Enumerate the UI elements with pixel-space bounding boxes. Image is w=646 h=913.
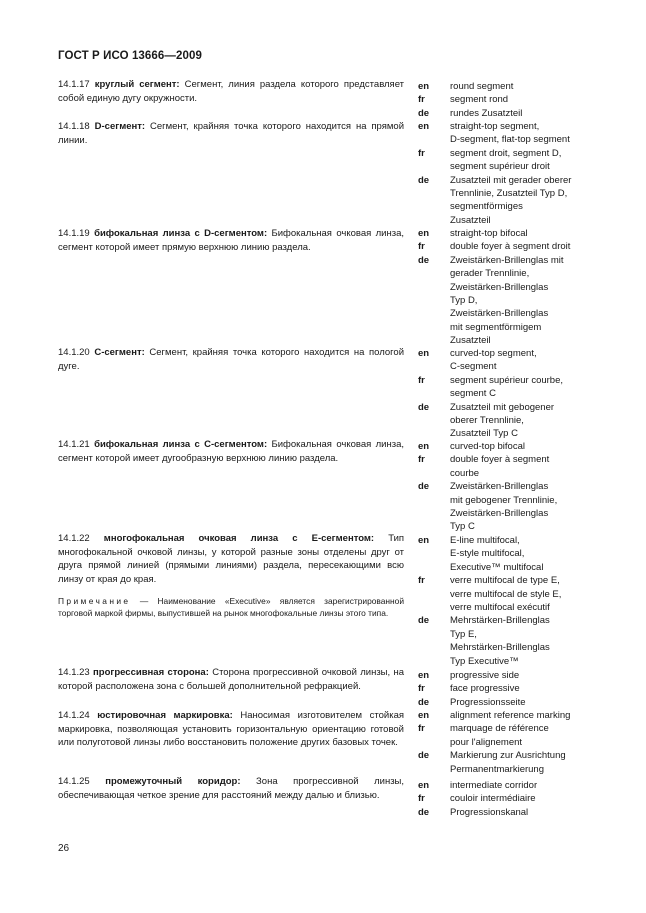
translation-row — [418, 107, 608, 120]
translation-row — [418, 655, 608, 668]
translation-row — [418, 321, 608, 334]
translation-term: round segment — [450, 81, 514, 92]
language-code: de — [418, 750, 430, 762]
entry-number: 14.1.25 — [58, 776, 90, 787]
translation-row — [418, 709, 608, 722]
translation-row — [418, 307, 608, 320]
language-code: en — [418, 670, 430, 681]
translation-row — [418, 574, 608, 587]
entry-14-1-22 — [58, 532, 404, 620]
translation-term: curved-top segment, — [450, 348, 537, 359]
language-code — [418, 467, 450, 480]
translation-term: segment rond — [450, 94, 509, 106]
entry-14-1-19 — [58, 227, 404, 254]
translation-term: rundes Zusatzteil — [450, 107, 523, 119]
translation-term: segment supérieur courbe, — [450, 374, 564, 386]
translation-term: Zusatzteil — [450, 335, 491, 347]
language-code: de — [418, 107, 430, 119]
translation-row — [418, 133, 608, 146]
language-code — [418, 387, 450, 400]
language-code — [418, 133, 450, 146]
translation-term: gerader Trennlinie, — [450, 268, 530, 280]
language-code — [418, 281, 450, 294]
translation-row — [418, 214, 608, 227]
language-code — [418, 294, 450, 307]
language-code: en — [418, 710, 430, 721]
entry-14-1-18 — [58, 120, 404, 147]
translation-term: alignment reference marking — [450, 710, 571, 721]
language-code — [418, 494, 450, 507]
translation-term: verre multifocal de type E, — [450, 575, 560, 587]
translation-row — [418, 80, 608, 93]
entry-number: 14.1.17 — [58, 79, 90, 90]
translation-row — [418, 200, 608, 213]
entry-term: бифокальная линза с D-сегментом: — [94, 228, 268, 239]
translation-term: Zweistärken-Brillenglas — [450, 308, 549, 320]
language-code — [418, 601, 450, 614]
language-code: fr — [418, 454, 425, 466]
translations-14-1-19 — [418, 227, 608, 348]
page-number: 26 — [58, 843, 70, 854]
translation-term: face progressive — [450, 683, 520, 695]
language-code: de — [418, 481, 430, 493]
translation-term: Typ D, — [450, 295, 478, 307]
translation-row — [418, 534, 608, 547]
language-code: fr — [418, 683, 425, 695]
language-code — [418, 307, 450, 320]
translation-row — [418, 240, 608, 253]
language-code: de — [418, 174, 430, 186]
entry-number: 14.1.18 — [58, 121, 90, 132]
translation-term: Executive™ multifocal — [450, 561, 544, 573]
language-code — [418, 655, 450, 668]
entry-definition: Бифокальная очковая линза, сегмент которой имеет прямую верхнюю линию раздела. — [58, 228, 404, 253]
translation-row — [418, 669, 608, 682]
translation-term: double foyer à segment — [450, 454, 550, 466]
entry-definition: Тип многофокальной очковой линзы, у которой разные зоны отделены друг от друга прямой линией (прямыми линиями) раздела, пересекающими всю линзу от края до края. — [58, 533, 405, 586]
language-code: de — [418, 615, 430, 627]
translation-row — [418, 520, 608, 533]
translations-14-1-22 — [418, 534, 608, 668]
translation-row — [418, 174, 608, 187]
entry-term: круглый сегмент: — [94, 79, 180, 90]
entry-term: многофокальная очковая линза с E-сегментом: — [103, 533, 375, 544]
translation-term: intermediate corridor — [450, 780, 538, 791]
translation-row — [418, 763, 608, 776]
language-code — [418, 187, 450, 200]
translation-term: Markierung zur Ausrichtung — [450, 750, 566, 762]
language-code — [418, 267, 450, 280]
translation-term: Typ Executive™ — [450, 655, 519, 667]
language-code — [418, 507, 450, 520]
language-code — [418, 334, 450, 347]
translation-term: pour l'alignement — [450, 736, 523, 748]
translation-row — [418, 347, 608, 360]
entry-definition: Сегмент, крайняя точка которого находится на пологой дуге. — [58, 347, 405, 372]
entry-term: C-сегмент: — [94, 347, 145, 358]
translation-row — [418, 414, 608, 427]
translation-row — [418, 736, 608, 749]
translation-term: Typ E, — [450, 628, 477, 640]
translation-term: Mehrstärken-Brillenglas — [450, 642, 550, 654]
translation-row — [418, 547, 608, 560]
translation-term: Zweistärken-Brillenglas mit — [450, 254, 564, 266]
language-code — [418, 414, 450, 427]
language-code: en — [418, 81, 430, 92]
translation-row — [418, 628, 608, 641]
translation-term: Zusatzteil mit gerader oberer — [450, 174, 572, 186]
language-code — [418, 160, 450, 173]
language-code: fr — [418, 374, 425, 386]
translation-row — [418, 722, 608, 735]
language-code: en — [418, 228, 430, 239]
entry-number: 14.1.24 — [58, 710, 90, 721]
entry-14-1-24 — [58, 709, 404, 750]
language-code: en — [418, 441, 430, 452]
translation-row — [418, 453, 608, 466]
translation-term: Permanentmarkierung — [450, 763, 544, 775]
translation-row — [418, 160, 608, 173]
translation-row — [418, 601, 608, 614]
language-code — [418, 628, 450, 641]
translation-row — [418, 440, 608, 453]
note-label: Примечание — [58, 595, 131, 606]
language-code: de — [418, 696, 430, 708]
translation-term: Progressionsseite — [450, 696, 526, 708]
translation-row — [418, 494, 608, 507]
translation-term: Zusatzteil — [450, 214, 491, 226]
translation-row — [418, 467, 608, 480]
language-code — [418, 736, 450, 749]
language-code: fr — [418, 793, 425, 805]
translation-term: courbe — [450, 467, 480, 479]
translation-term: segment supérieur droit — [450, 161, 550, 173]
translations-14-1-25 — [418, 779, 608, 819]
translations-14-1-21 — [418, 440, 608, 534]
language-code: fr — [418, 575, 425, 587]
translation-row — [418, 749, 608, 762]
entry-note — [58, 595, 404, 620]
language-code — [418, 547, 450, 560]
translation-row — [418, 360, 608, 373]
translation-term: segment C — [450, 388, 496, 400]
translation-row — [418, 334, 608, 347]
translation-term: Zweistärken-Brillenglas — [450, 508, 549, 520]
translation-term: E-line multifocal, — [450, 535, 520, 546]
language-code — [418, 561, 450, 574]
translation-row — [418, 227, 608, 240]
translations-14-1-18 — [418, 120, 608, 227]
entry-number: 14.1.19 — [58, 228, 90, 239]
entry-term: юстировочная маркировка: — [97, 710, 233, 721]
translation-row — [418, 480, 608, 493]
entry-term: прогрессивная сторона: — [93, 667, 209, 678]
translation-row — [418, 779, 608, 792]
translation-row — [418, 147, 608, 160]
translation-term: verre multifocal de style E, — [450, 588, 562, 600]
entry-number: 14.1.22 — [58, 533, 90, 544]
language-code — [418, 214, 450, 227]
translation-row — [418, 614, 608, 627]
translation-term: Mehrstärken-Brillenglas — [450, 615, 550, 627]
translation-row — [418, 387, 608, 400]
language-code — [418, 321, 450, 334]
language-code: en — [418, 348, 430, 359]
translation-term: Zusatzteil mit gebogener — [450, 401, 555, 413]
translation-row — [418, 187, 608, 200]
document-header: ГОСТ Р ИСО 13666—2009 — [58, 50, 203, 62]
language-code: en — [418, 121, 430, 132]
entry-14-1-20 — [58, 346, 404, 373]
translations-14-1-24 — [418, 709, 608, 776]
translation-row — [418, 254, 608, 267]
translation-term: curved-top bifocal — [450, 441, 525, 452]
language-code — [418, 200, 450, 213]
language-code: fr — [418, 94, 425, 106]
note-text: — Наименование «Executive» является зарегистрированной торговой маркой фирмы, выпустившей на рынок многофокальные линзы этого типа. — [58, 595, 405, 619]
translation-term: mit gebogener Trennlinie, — [450, 494, 558, 506]
translation-row — [418, 682, 608, 695]
language-code — [418, 360, 450, 373]
entry-definition: Бифокальная очковая линза, сегмент которой имеет дугообразную верхнюю линию раздела. — [58, 439, 404, 464]
translation-term: C-segment — [450, 361, 497, 373]
entry-definition: Наносимая изготовителем стойкая маркировка, позволяющая установить горизонтальную ориентацию готовой или полуготовой линзы либо восстановить положение других базовых точек. — [58, 710, 404, 749]
translation-row — [418, 792, 608, 805]
translation-row — [418, 696, 608, 709]
translation-term: couloir intermédiaire — [450, 793, 536, 805]
translation-term: Typ C — [450, 521, 475, 533]
entry-number: 14.1.23 — [58, 667, 90, 678]
translation-term: segment droit, segment D, — [450, 147, 562, 159]
translation-term: straight-top bifocal — [450, 228, 528, 239]
language-code: de — [418, 254, 430, 266]
translation-row — [418, 507, 608, 520]
language-code: de — [418, 401, 430, 413]
translation-term: D-segment, flat-top segment — [450, 134, 570, 146]
translation-row — [418, 806, 608, 819]
entry-14-1-17 — [58, 78, 404, 105]
entry-number: 14.1.20 — [58, 347, 90, 358]
translations-14-1-23 — [418, 669, 608, 709]
translation-term: Zweistärken-Brillenglas — [450, 481, 549, 493]
entry-term: промежуточный коридор: — [105, 776, 241, 787]
translation-term: double foyer à segment droit — [450, 241, 571, 253]
translation-term: mit segmentförmigem — [450, 321, 542, 333]
translation-row — [418, 561, 608, 574]
language-code — [418, 588, 450, 601]
language-code: fr — [418, 241, 425, 253]
language-code — [418, 520, 450, 533]
translation-term: Zusatzteil Typ C — [450, 428, 518, 440]
translation-term: Progressionskanal — [450, 806, 529, 818]
entry-14-1-23 — [58, 666, 404, 693]
language-code — [418, 641, 450, 654]
language-code: de — [418, 806, 430, 818]
translation-row — [418, 120, 608, 133]
translation-term: Trennlinie, Zusatzteil Typ D, — [450, 188, 568, 200]
language-code — [418, 763, 450, 776]
language-code: fr — [418, 147, 425, 159]
translation-row — [418, 374, 608, 387]
translation-term: verre multifocal exécutif — [450, 602, 550, 614]
translation-row — [418, 294, 608, 307]
translations-14-1-17 — [418, 80, 608, 120]
translations-14-1-20 — [418, 347, 608, 441]
entry-number: 14.1.21 — [58, 439, 90, 450]
translation-term: segmentförmiges — [450, 201, 523, 213]
translation-row — [418, 281, 608, 294]
language-code: en — [418, 535, 430, 546]
translation-term: progressive side — [450, 670, 520, 681]
translation-term: oberer Trennlinie, — [450, 415, 524, 427]
translation-term: Zweistärken-Brillenglas — [450, 281, 549, 293]
translation-row — [418, 588, 608, 601]
entry-definition: Сегмент, линия раздела которого представляет собой единую дугу окружности. — [58, 79, 405, 104]
entry-definition: Зона прогрессивной линзы, обеспечивающая четкое зрение для расстояний между далью и близью. — [58, 776, 405, 801]
entry-definition: Сегмент, крайняя точка которого находится на прямой линии. — [58, 121, 404, 146]
entry-term: D-сегмент: — [94, 121, 146, 132]
entry-definition: Сторона прогрессивной очковой линзы, на которой расположена зона с большей дополнительной рефракцией. — [58, 667, 405, 692]
entry-14-1-25 — [58, 775, 404, 802]
entry-term: бифокальная линза с C-сегментом: — [94, 439, 268, 450]
translation-term: straight-top segment, — [450, 121, 540, 132]
translation-row — [418, 641, 608, 654]
translation-term: marquage de référence — [450, 723, 549, 735]
translation-row — [418, 267, 608, 280]
language-code: en — [418, 780, 430, 791]
language-code: fr — [418, 723, 425, 735]
translation-row — [418, 427, 608, 440]
translation-row — [418, 401, 608, 414]
entry-14-1-21 — [58, 438, 404, 465]
translation-term: E-style multifocal, — [450, 548, 525, 560]
language-code — [418, 427, 450, 440]
translation-row — [418, 93, 608, 106]
